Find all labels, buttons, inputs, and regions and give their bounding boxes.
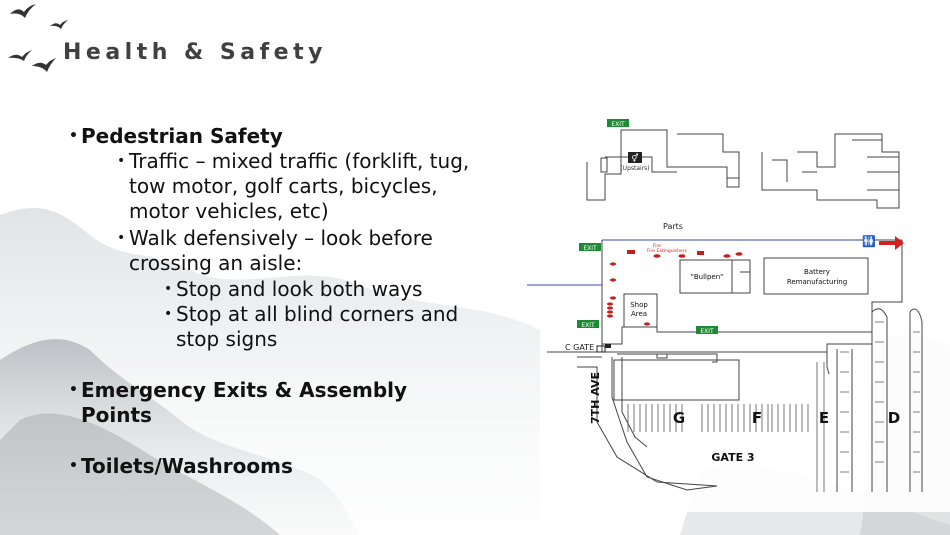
lot-f-label: F bbox=[751, 409, 763, 427]
lot-d-label: D bbox=[887, 409, 901, 427]
bullet-traffic bbox=[117, 149, 499, 224]
gate-3-label: GATE 3 bbox=[711, 451, 755, 464]
facility-map bbox=[527, 112, 950, 512]
shop-label-2: Area bbox=[630, 310, 648, 318]
shop-label-1: Shop bbox=[630, 301, 648, 309]
bullet-blind-corners bbox=[164, 302, 486, 352]
bullet-emergency-exits bbox=[69, 378, 451, 428]
battery-label-2: Remanufacturing bbox=[786, 278, 848, 286]
bullet-pedestrian-safety bbox=[69, 124, 283, 149]
svg-text:EXIT: EXIT bbox=[700, 328, 714, 335]
bullet-text: Stop and look both ways bbox=[176, 277, 423, 301]
exit-sign-left-lower bbox=[577, 320, 599, 329]
bullet-text: Pedestrian Safety bbox=[81, 124, 283, 148]
exit-sign-bottom bbox=[696, 326, 718, 335]
exit-sign-left-upper bbox=[579, 243, 601, 252]
bullet-toilets bbox=[69, 454, 293, 479]
bullet-stop-look bbox=[164, 277, 496, 302]
bullet-dot-icon: • bbox=[164, 281, 173, 297]
lot-g-label: G bbox=[672, 409, 686, 427]
fire-extinguishers-label: Fire bbox=[652, 244, 662, 249]
battery-label-1: Battery bbox=[804, 268, 830, 276]
bullet-text: Toilets/Washrooms bbox=[81, 454, 293, 478]
bullet-dot-icon: • bbox=[69, 382, 78, 398]
bullpen-label: "Bullpen" bbox=[690, 273, 724, 281]
parts-label: Parts bbox=[663, 222, 683, 231]
c-gate-label: C GATE bbox=[565, 343, 595, 352]
bullet-text: Traffic – mixed traffic (forklift, tug, tow motor, golf carts, bicycles, motor vehicles, etc) bbox=[129, 149, 470, 223]
bullet-dot-icon: • bbox=[164, 306, 173, 322]
fire-extinguishers-label-2: Fire Extinguishers bbox=[647, 249, 687, 254]
restroom-upstairs-icon bbox=[628, 152, 642, 163]
bullet-dot-icon: • bbox=[117, 230, 126, 246]
svg-text:EXIT: EXIT bbox=[583, 245, 597, 252]
svg-text:EXIT: EXIT bbox=[581, 322, 595, 329]
svg-text:EXIT: EXIT bbox=[611, 121, 625, 128]
slide-title: Health & Safety bbox=[63, 40, 327, 65]
bullet-text: Stop at all blind corners and stop signs bbox=[176, 302, 459, 351]
bullet-text: Emergency Exits & Assembly Points bbox=[81, 378, 408, 427]
restroom-icon bbox=[862, 235, 876, 248]
svg-text:⚥: ⚥ bbox=[631, 154, 639, 163]
street-label: 7TH AVE bbox=[589, 372, 602, 424]
bullet-dot-icon: • bbox=[69, 458, 78, 474]
bullet-walk-defensively bbox=[117, 226, 479, 276]
bullet-dot-icon: • bbox=[117, 153, 126, 169]
svg-text:🚻: 🚻 bbox=[862, 235, 876, 248]
exit-sign-top bbox=[607, 119, 629, 128]
bullet-dot-icon: • bbox=[69, 128, 78, 144]
lot-e-label: E bbox=[818, 409, 830, 427]
upstairs-label: (Upstairs) bbox=[620, 165, 650, 172]
bullet-text: Walk defensively – look before crossing an aisle: bbox=[129, 226, 433, 275]
